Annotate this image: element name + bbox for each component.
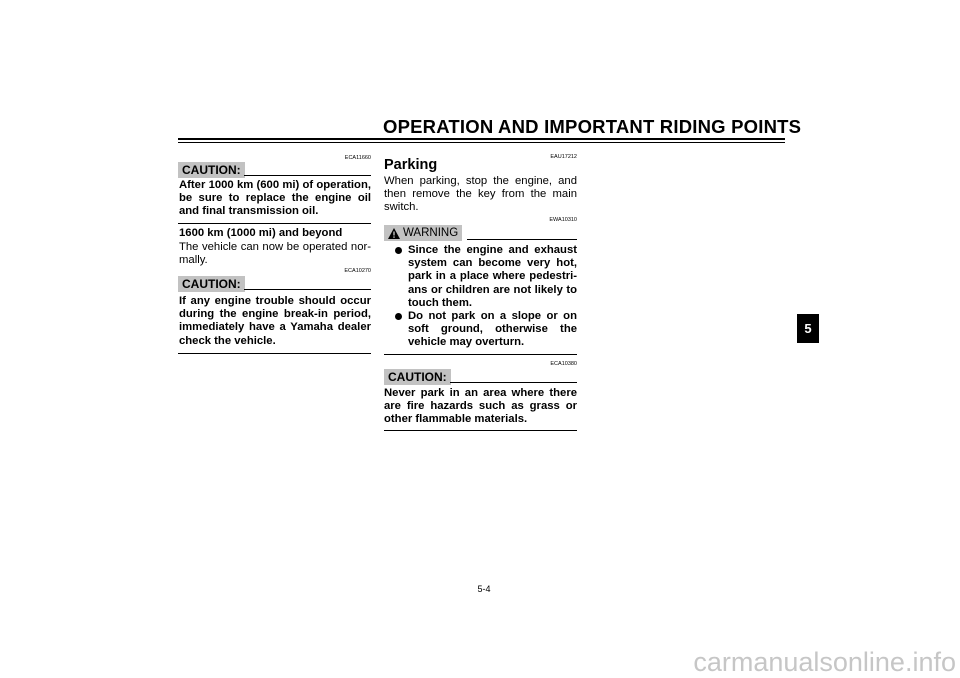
caution-end-rule <box>178 353 371 354</box>
caution-label: CAUTION: <box>178 162 245 178</box>
caution-label-wrap <box>178 275 245 293</box>
caution-label: CAUTION: <box>178 276 245 292</box>
caution-label: CAUTION: <box>384 369 451 385</box>
caution-code: ECA11660 <box>344 155 371 161</box>
section-body: The vehicle can now be operated nor-mally. <box>179 241 371 267</box>
watermark: carmanualsonline.info <box>693 647 956 677</box>
warning-item-text: Since the engine and exhaust system can become very hot, park in a place where pedestri-ans or children are not likely to touch them. <box>408 244 577 309</box>
warning-list-item <box>395 310 577 350</box>
warning-line <box>467 239 577 240</box>
warning-list-item <box>395 244 577 310</box>
warning-code: EWA10310 <box>549 217 577 223</box>
page-title: OPERATION AND IMPORTANT RIDING POINTS <box>383 116 802 137</box>
section-heading: 1600 km (1000 mi) and beyond <box>179 227 343 239</box>
warning-triangle-icon <box>388 228 400 239</box>
header-rule-thin <box>178 142 785 143</box>
caution-line <box>244 175 371 176</box>
caution-label-wrap <box>384 368 451 386</box>
caution-code: ECA10270 <box>344 268 371 274</box>
caution-end-rule <box>178 223 371 224</box>
caution-end-rule <box>384 430 577 431</box>
caution-code: ECA10380 <box>550 361 577 367</box>
page-number: 5-4 <box>477 584 491 594</box>
caution-text: Never park in an area where there are fire hazards such as grass or other flammable materials. <box>384 387 577 426</box>
chapter-tab: 5 <box>797 314 819 343</box>
bullet-icon <box>395 313 402 320</box>
warning-end-rule <box>384 354 577 355</box>
warning-label-wrap <box>384 225 462 241</box>
warning-item-text: Do not park on a slope or on soft ground, otherwise the vehicle may overturn. <box>408 310 577 349</box>
parking-body: When parking, stop the engine, and then remove the key from the main switch. <box>384 175 577 214</box>
bullet-icon <box>395 247 402 254</box>
warning-list <box>395 244 577 350</box>
caution-text: After 1000 km (600 mi) of operation, be sure to replace the engine oil and final transmission oil. <box>179 179 371 218</box>
caution-line <box>244 289 371 290</box>
warning-label: WARNING <box>403 227 459 239</box>
section-code: EAU17212 <box>550 154 577 160</box>
header-rule <box>178 138 785 140</box>
caution-text: If any engine trouble should occur during the engine break-in period, immediately have a Yamaha dealer check the vehicle. <box>179 295 371 347</box>
section-title-parking: Parking <box>384 157 438 173</box>
caution-label-wrap <box>178 161 245 179</box>
caution-line <box>450 382 577 383</box>
